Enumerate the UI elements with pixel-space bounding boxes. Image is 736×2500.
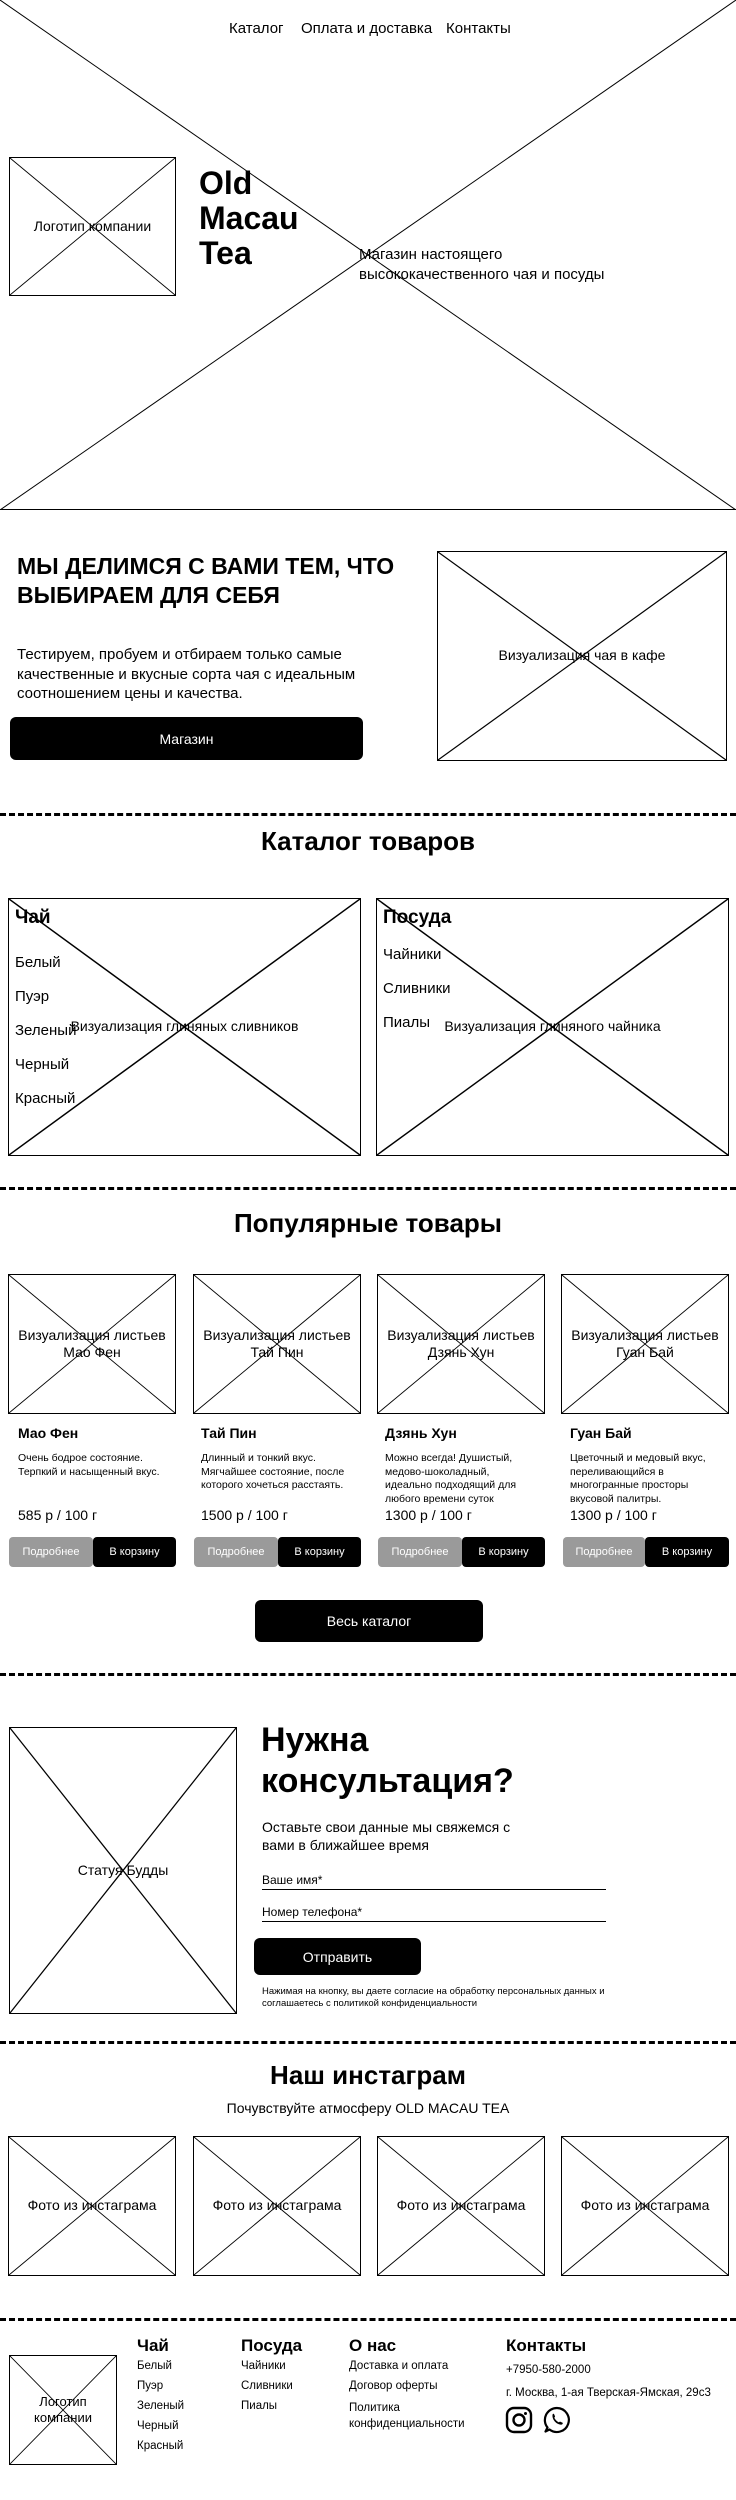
about-image-placeholder [437,551,727,761]
footer-tea-item[interactable]: Красный [137,2440,184,2452]
hero-tagline: Магазин настоящего высококачественного чая и посуды [359,246,605,283]
product-name: Мао Фен [18,1425,79,1441]
footer-tea-title: Чай [137,2336,169,2355]
catalog-ware-title: Посуда [383,907,452,928]
footer-address: г. Москва, 1-ая Тверская-Ямская, 29с3 [506,2387,711,2399]
product-image-placeholder [561,1274,729,1414]
footer-phone[interactable]: +7950-580-2000 [506,2364,591,2376]
instagram-photo[interactable] [377,2136,545,2276]
hero-logo-caption: Логотип компании [33,217,152,234]
product-details-button[interactable]: Подробнее [9,1537,93,1567]
catalog-tea-image-caption: Визуализация глиняных сливников [70,1018,299,1035]
instagram-photo-caption: Фото из инстаграма [580,2197,710,2214]
product-description: Очень бодрое состояние. Терпкий и насыщенный вкус. [18,1452,160,1478]
add-to-cart-button[interactable]: В корзину [278,1537,361,1567]
consult-title-line-2: консультация? [261,1761,514,1800]
catalog-tea-title: Чай [15,907,51,928]
instagram-title: Наш инстаграм [270,2060,466,2090]
catalog-tea-item[interactable]: Черный [15,1056,70,1073]
catalog-ware-item[interactable]: Сливники [383,980,451,997]
divider-4 [0,2041,736,2044]
hero-logo-placeholder [9,157,176,296]
product-description: Цветочный и медовый вкус, переливающийся в многогранные просторы вкусовой палитры. [570,1452,706,1505]
footer-tea-item[interactable]: Зеленый [137,2400,185,2412]
add-to-cart-button[interactable]: В корзину [462,1537,545,1567]
product-name: Дзянь Хун [385,1425,457,1441]
footer-tea-item[interactable]: Пуэр [137,2380,164,2392]
product-description: Длинный и тонкий вкус. Мягчайшее состояние, после которого хочеться расстаять. [201,1452,345,1492]
product-details-button[interactable]: Подробнее [563,1537,645,1567]
brand-name [199,166,299,272]
footer-about-item[interactable]: Политика конфиденциальности [349,2402,465,2431]
popular-title: Популярные товары [233,1208,502,1238]
product-image-caption: Визуализация листьев Дзянь Хун [387,1326,535,1360]
nav-delivery[interactable]: Оплата и доставка [301,20,433,37]
footer-contacts-title: Контакты [506,2336,587,2355]
footer-about-item[interactable]: Договор оферты [349,2380,438,2392]
instagram-photo-caption: Фото из инстаграма [396,2197,526,2214]
product-image-caption: Визуализация листьев Тай Пин [203,1326,351,1360]
catalog-ware-item[interactable]: Чайники [383,946,442,963]
add-to-cart-button[interactable]: В корзину [645,1537,729,1567]
footer-tea-item[interactable]: Белый [137,2360,172,2372]
nav-catalog[interactable]: Каталог [229,20,284,37]
instagram-photo[interactable] [193,2136,361,2276]
brand-line-1: Old [199,165,253,201]
footer-logo-placeholder [9,2355,117,2465]
catalog-title: Каталог товаров [260,826,476,856]
catalog-tea-card[interactable] [8,898,361,1156]
about-title: МЫ ДЕЛИМСЯ С ВАМИ ТЕМ, ЧТО ВЫБИРАЕМ ДЛЯ СЕБЯ [17,553,395,608]
footer-logo-caption: Логотип компании [34,2393,92,2425]
footer-ware-item[interactable]: Пиалы [241,2400,278,2412]
consult-title-line-1: Нужна [261,1721,369,1759]
product-description: Можно всегда! Душистый, медово-шоколадный, идеально подходящий для любого времени суток [385,1452,517,1505]
catalog-ware-image-caption: Визуализация глиняного чайника [444,1018,661,1035]
instagram-icon[interactable] [505,2406,533,2434]
divider-5 [0,2318,736,2321]
catalog-tea-item[interactable]: Пуэр [15,988,50,1005]
phone-field[interactable]: Номер телефона* [262,1905,606,1922]
consent-text: Нажимая на кнопку, вы даете согласие на обработку персональных данных и соглашаетесь c политикой конфиденциальности [262,1986,605,2010]
divider-2 [0,1187,736,1190]
instagram-photo-caption: Фото из инстаграма [27,2197,157,2214]
product-price: 1500 р / 100 г [201,1507,288,1523]
catalog-ware-item[interactable]: Пиалы [383,1014,431,1031]
product-image-placeholder [193,1274,361,1414]
product-image-caption: Визуализация листьев Мао Фен [18,1326,166,1360]
instagram-photo[interactable] [561,2136,729,2276]
catalog-ware-card[interactable] [376,898,729,1156]
nav-contacts[interactable]: Контакты [446,20,511,37]
product-details-button[interactable]: Подробнее [378,1537,462,1567]
footer-ware-item[interactable]: Сливники [241,2380,293,2392]
consult-subtitle: Оставьте свои данные мы свяжемся с вами в ближайшее время [262,1819,511,1854]
catalog-tea-item[interactable]: Зеленый [15,1022,77,1039]
product-price: 585 р / 100 г [18,1507,98,1523]
add-to-cart-button[interactable]: В корзину [93,1537,176,1567]
footer-ware-title: Посуда [241,2336,303,2355]
about-image-caption: Визуализация чая в кафе [498,647,666,664]
product-name: Тай Пин [201,1425,257,1441]
about-text: Тестируем, пробуем и отбираем только самые качественные и вкусные сорта чая с идеальным соотношением цены и качества. [17,646,356,702]
consult-image-caption: Статуя Будды [77,1861,169,1878]
product-price: 1300 р / 100 г [385,1507,472,1523]
shop-button[interactable]: Магазин [10,717,363,760]
product-image-caption: Визуализация листьев Гуан Бай [571,1326,719,1360]
instagram-subtitle: Почувствуйте атмосферу OLD MACAU TEA [226,2100,510,2116]
divider-3 [0,1673,736,1676]
product-image-placeholder [377,1274,545,1414]
footer-about-item[interactable]: Доставка и оплата [349,2360,449,2372]
submit-button[interactable]: Отправить [254,1938,421,1975]
product-price: 1300 р / 100 г [570,1507,657,1523]
all-catalog-button[interactable]: Весь каталог [255,1600,483,1642]
instagram-photo[interactable] [8,2136,176,2276]
instagram-photo-caption: Фото из инстаграма [212,2197,342,2214]
divider-1 [0,813,736,816]
product-name: Гуан Бай [570,1425,632,1441]
catalog-tea-item[interactable]: Белый [15,954,61,971]
whatsapp-icon[interactable] [542,2405,572,2435]
brand-line-2: Macau [199,200,299,237]
product-image-placeholder [8,1274,176,1414]
brand-line-3: Tea [199,235,252,272]
footer-tea-item[interactable]: Черный [137,2420,179,2432]
product-details-button[interactable]: Подробнее [194,1537,278,1567]
footer-ware-item[interactable]: Чайники [241,2360,286,2372]
catalog-tea-item[interactable]: Красный [15,1090,76,1107]
footer-about-title: О нас [349,2336,397,2355]
consult-title [261,1720,514,1802]
consult-image-placeholder [9,1727,237,2014]
name-field[interactable]: Ваше имя* [262,1873,606,1890]
